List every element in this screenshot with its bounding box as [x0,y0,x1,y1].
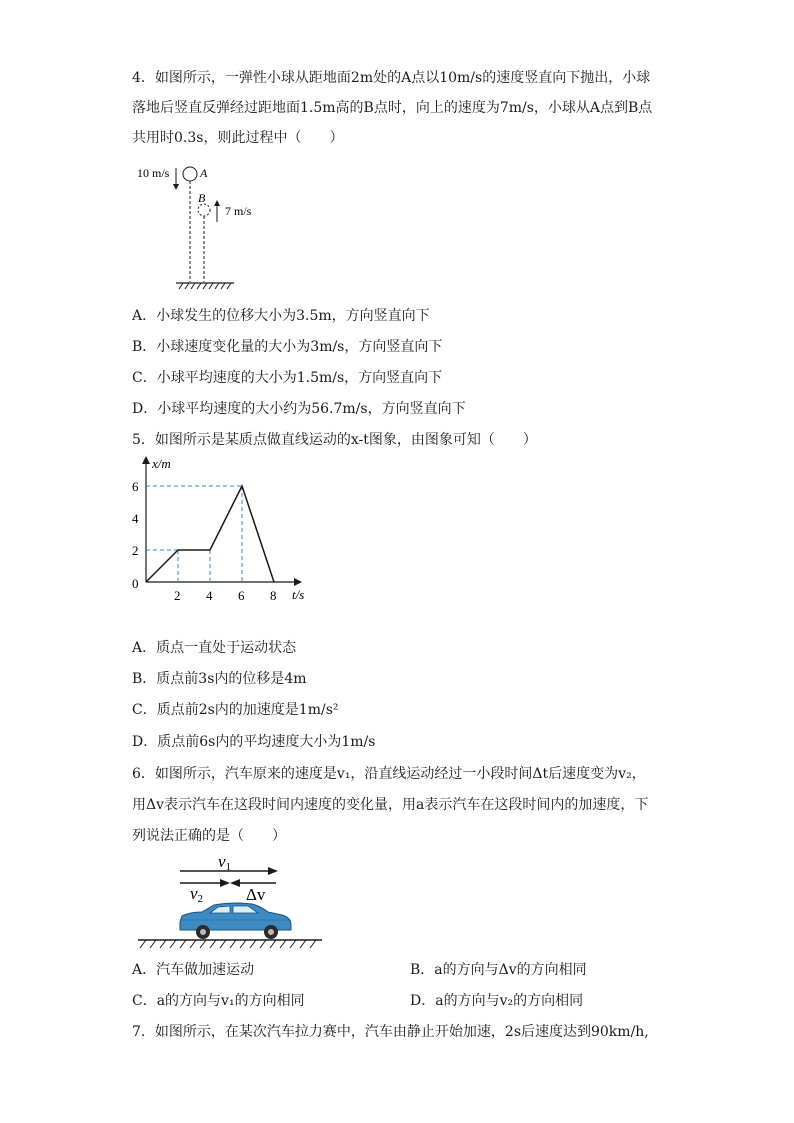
car-illustration [180,903,291,939]
q6-label-dv: Δv [246,885,266,904]
x-tick-label: 2 [174,588,181,603]
y-tick-label: 4 [132,511,139,526]
q4-stem-line1: 4．如图所示，一弹性小球从距地面2m处的A点以10m/s的速度竖直向下抛出，小球 [132,70,651,86]
x-tick-label: 4 [206,588,213,603]
q4-stem-line3: 共用时0.3s，则此过程中（ ） [132,130,344,146]
q5-option-b: B．质点前3s内的位移是4m [132,671,307,687]
q6-option-c: C．a的方向与v₁的方向相同 [132,993,305,1009]
q6-dv-arrowhead [230,879,240,887]
q4-ground-hatch [179,283,231,289]
q4-option-a: A．小球发生的位移大小为3.5m，方向竖直向下 [132,308,430,324]
q5-option-c: C．质点前2s内的加速度是1m/s² [132,702,339,718]
q4-label-b: B [198,191,206,205]
q5-option-a: A．质点一直处于运动状态 [132,640,297,656]
y-axis-label: x/m [152,456,171,471]
q4-option-c: C．小球平均速度的大小为1.5m/s，方向竖直向下 [132,370,443,386]
q4-option-d: D．小球平均速度的大小约为56.7m/s，方向竖直向下 [132,401,466,417]
x-tick-label: 6 [238,588,245,603]
q4-label-a: A [200,166,208,180]
x-axis-label: t/s [292,587,305,602]
q5-stem-line1: 5．如图所示是某质点做直线运动的x-t图象，由图象可知（ ） [132,432,537,448]
q6-label-v1: v1 [218,852,232,873]
q4-down-arrowhead [173,184,179,190]
q4-ball-a [183,167,197,181]
q6-v2-arrowhead [220,879,230,887]
q5-xt-chart [128,452,328,610]
y-tick-label: 2 [132,543,139,558]
x-tick-label: 8 [270,588,277,603]
q6-stem-line1: 6．如图所示，汽车原来的速度是v₁，沿直线运动经过一小段时间Δt后速度变为v₂， [132,766,646,782]
q4-label-v-up: 7 m/s [225,204,252,218]
y-axis-arrowhead [142,456,150,464]
q7-stem-line1: 7．如图所示，在某次汽车拉力赛中，汽车由静止开始加速，2s后速度达到90km/h, [132,1024,649,1040]
q5-option-d: D．质点前6s内的平均速度大小为1m/s [132,734,376,750]
q6-stem-line3: 列说法正确的是（ ） [132,828,286,844]
q6-car-figure [136,850,326,956]
origin-label: 0 [132,576,139,591]
q6-option-b: B．a的方向与Δv的方向相同 [410,962,587,978]
q6-stem-line2: 用Δv表示汽车在这段时间内速度的变化量，用a表示汽车在这段时间内的加速度，下 [132,797,649,813]
y-tick-label: 6 [132,479,139,494]
q4-stem-line2: 落地后竖直反弹经过距地面1.5m高的B点时，向上的速度为7m/s，小球从A点到B点 [132,100,653,116]
q4-up-arrowhead [214,200,220,206]
x-axis-arrowhead [294,578,302,586]
q4-ball-b [198,204,210,216]
q4-label-v-down: 10 m/s [137,166,170,180]
q6-v1-arrowhead [268,867,278,875]
q6-option-d: D．a的方向与v₂的方向相同 [410,993,584,1009]
q6-road-hatch [140,940,316,948]
q4-option-b: B．小球速度变化量的大小为3m/s，方向竖直向下 [132,339,443,355]
q6-label-v2: v2 [190,884,204,905]
q4-ball-figure [132,158,272,298]
q6-option-a: A．汽车做加速运动 [132,962,255,978]
